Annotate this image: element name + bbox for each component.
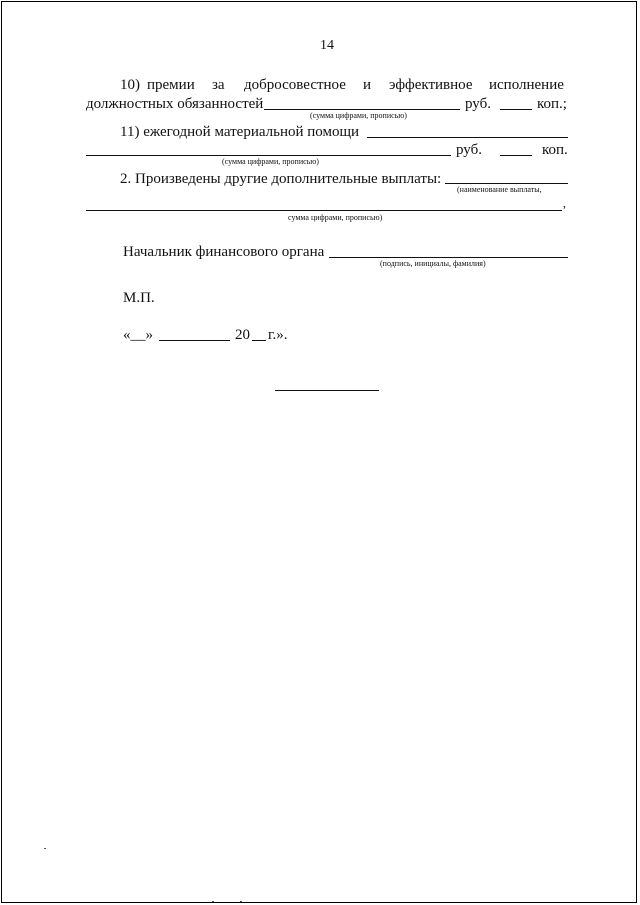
item-2-caption-1: (наименование выплаты, bbox=[457, 185, 542, 194]
item-2-name-line[interactable] bbox=[445, 183, 568, 184]
item-10-amount-line[interactable] bbox=[264, 109, 460, 110]
item-10-word: за bbox=[212, 77, 225, 93]
item-2-amount-line[interactable] bbox=[86, 210, 562, 211]
item-11-amount-line-1[interactable] bbox=[367, 137, 568, 138]
closing-separator bbox=[275, 390, 379, 391]
item-11-kop-line[interactable] bbox=[500, 155, 532, 156]
item-11-label: 11) ежегодной материальной помощи bbox=[120, 124, 360, 140]
item-10-word: и bbox=[363, 77, 372, 93]
item-10-line2: должностных обязанностей bbox=[86, 96, 264, 112]
item-11-rub: руб. bbox=[456, 142, 482, 158]
item-2-caption-2: сумма цифрами, прописью) bbox=[288, 213, 383, 222]
item-10-rub: руб. bbox=[465, 96, 491, 112]
chief-signature-line[interactable] bbox=[329, 257, 568, 258]
item-10-kop-line[interactable] bbox=[500, 109, 532, 110]
date-year-prefix: 20 bbox=[235, 327, 250, 343]
scan-speck bbox=[240, 901, 242, 902]
chief-caption: (подпись, инициалы, фамилия) bbox=[380, 259, 486, 268]
date-year-line[interactable] bbox=[252, 340, 266, 341]
item-10-caption: (сумма цифрами, прописью) bbox=[310, 111, 407, 120]
item-11-kop: коп. bbox=[542, 142, 568, 158]
item-2-label: 2. Произведены другие дополнительные выплаты: bbox=[120, 171, 442, 187]
item-10-kop: коп.; bbox=[537, 96, 567, 112]
item-10-word: премии bbox=[147, 77, 195, 93]
stamp-label: М.П. bbox=[123, 290, 155, 306]
date-day: «__» bbox=[123, 327, 153, 343]
item-10-word: добросовестное bbox=[244, 77, 346, 93]
item-10-word: исполнение bbox=[489, 77, 564, 93]
item-11-caption: (сумма цифрами, прописью) bbox=[222, 157, 319, 166]
scan-speck bbox=[44, 848, 46, 849]
chief-label: Начальник финансового органа bbox=[123, 244, 325, 260]
date-year-suffix: г.». bbox=[268, 327, 288, 343]
item-2-comma: , bbox=[563, 196, 566, 210]
item-11-amount-line-2[interactable] bbox=[86, 155, 451, 156]
date-month-line[interactable] bbox=[159, 340, 230, 341]
page-number: 14 bbox=[320, 38, 334, 53]
item-10-number: 10) bbox=[120, 77, 140, 93]
scan-speck bbox=[212, 901, 214, 902]
item-10-word: эффективное bbox=[389, 77, 473, 93]
